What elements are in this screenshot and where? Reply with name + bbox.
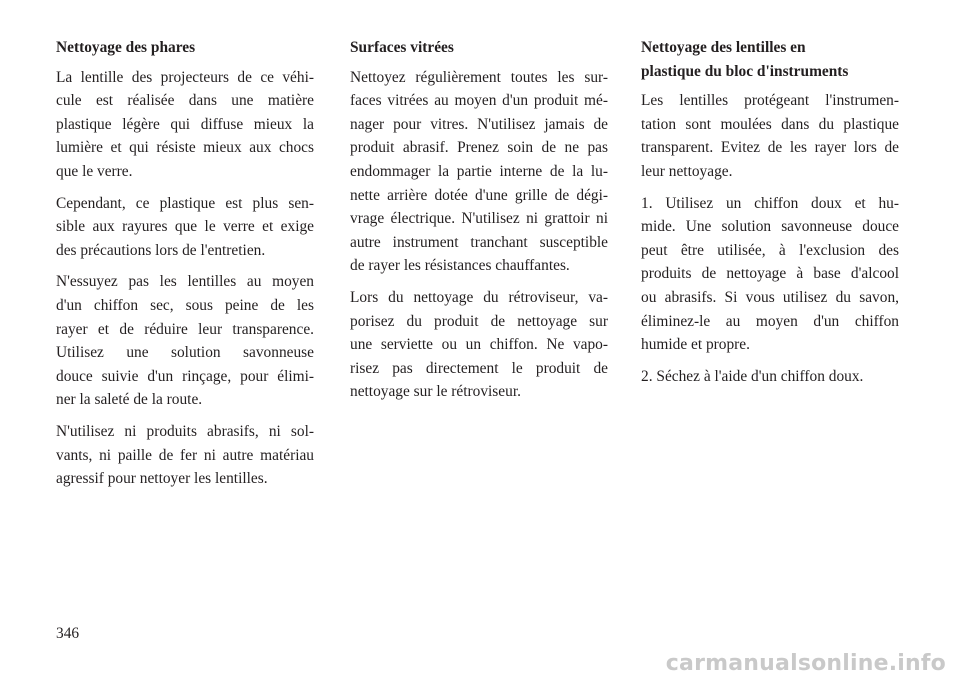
text-line: Surfaces vitrées (350, 39, 454, 56)
text-line: faces vitrées au moyen d'un produit mé- (350, 92, 608, 110)
text-line: Nettoyage des phares (56, 39, 196, 56)
text-line: Cependant, ce plastique est plus sen- (56, 194, 314, 212)
text-line: que le verre. (56, 162, 133, 180)
text-line: Nettoyage des lentilles en (641, 39, 806, 56)
paragraph (56, 192, 314, 263)
text-line: mide. Une solution savonneuse douce (641, 218, 899, 236)
text-line: leur nettoyage. (641, 162, 733, 180)
text-line: Nettoyez régulièrement toutes les sur- (350, 68, 608, 86)
paragraph (56, 420, 314, 491)
paragraph (641, 365, 899, 389)
text-line: N'essuyez pas les lentilles au moyen (56, 273, 314, 291)
text-line: d'un chiffon sec, sous peine de les (56, 296, 314, 314)
text-line: produits de nettoyage à base d'alcool (641, 265, 899, 283)
column-3 (641, 36, 899, 396)
text-line: plastique légère qui diffuse mieux la (56, 115, 314, 133)
text-line: porisez du produit de nettoyage sur (350, 312, 608, 330)
text-line: N'utilisez ni produits abrasifs, ni sol- (56, 422, 314, 440)
text-line: lumière et qui résiste mieux aux chocs (56, 139, 314, 157)
text-line: cule est réalisée dans une matière (56, 92, 314, 110)
text-line: Utilisez une solution savonneuse (56, 344, 314, 362)
text-line: autre instrument tranchant susceptible (350, 233, 608, 251)
text-line: agressif pour nettoyer les lentilles. (56, 470, 268, 488)
text-line: vrage électrique. N'utilisez ni grattoir ni (350, 210, 608, 228)
text-line: plastique du bloc d'instruments (641, 62, 849, 80)
paragraph (56, 270, 314, 412)
text-line: de rayer les résistances chauffantes. (350, 257, 570, 275)
text-line: ou abrasifs. Si vous utilisez du savon, (641, 288, 899, 306)
section-heading (56, 36, 314, 60)
paragraph (350, 286, 608, 404)
text-line: produit abrasif. Prenez soin de ne pas (350, 139, 608, 157)
column-1 (56, 36, 314, 499)
page-number: 346 (56, 625, 80, 642)
text-line: éliminez-le au moyen d'un chiffon (641, 312, 899, 330)
text-line: sible aux rayures que le verre et exige (56, 218, 314, 236)
text-line: Lors du nettoyage du rétroviseur, va- (350, 288, 608, 306)
paragraph (641, 192, 899, 357)
text-line: rayer et de réduire leur transparence. (56, 320, 314, 338)
paragraph (350, 66, 608, 278)
section-heading (350, 36, 608, 60)
column-2 (350, 36, 608, 412)
text-line: vants, ni paille de fer ni autre matériau (56, 446, 314, 464)
text-line: 1. Utilisez un chiffon doux et hu- (641, 194, 899, 212)
paragraph (641, 89, 899, 183)
text-line: risez pas directement le produit de (350, 359, 608, 377)
text-line: humide et propre. (641, 336, 750, 354)
text-line: des précautions lors de l'entretien. (56, 241, 266, 259)
text-line: La lentille des projecteurs de ce véhi- (56, 68, 314, 86)
text-line: endommager la partie interne de la lu- (350, 162, 608, 180)
text-line: peut être utilisée, à l'exclusion des (641, 241, 899, 259)
text-line: tation sont moulées dans du plastique (641, 115, 899, 133)
section-heading (641, 36, 899, 83)
text-line: nager pour vitres. N'utilisez jamais de (350, 115, 608, 133)
text-line: nettoyage sur le rétroviseur. (350, 383, 521, 401)
text-line: 2. Séchez à l'aide d'un chiffon doux. (641, 367, 864, 385)
text-line: ner la saleté de la route. (56, 391, 203, 409)
text-line: Les lentilles protégeant l'instrumen- (641, 92, 899, 110)
text-line: nette arrière dotée d'une grille de dégi- (350, 186, 608, 204)
text-line: transparent. Evitez de les rayer lors de (641, 139, 899, 157)
paragraph (56, 66, 314, 184)
text-line: douce suivie d'un rinçage, pour élimi- (56, 367, 314, 385)
watermark: carmanualsonline.info (665, 651, 946, 676)
text-line: une serviette ou un chiffon. Ne vapo- (350, 336, 608, 354)
